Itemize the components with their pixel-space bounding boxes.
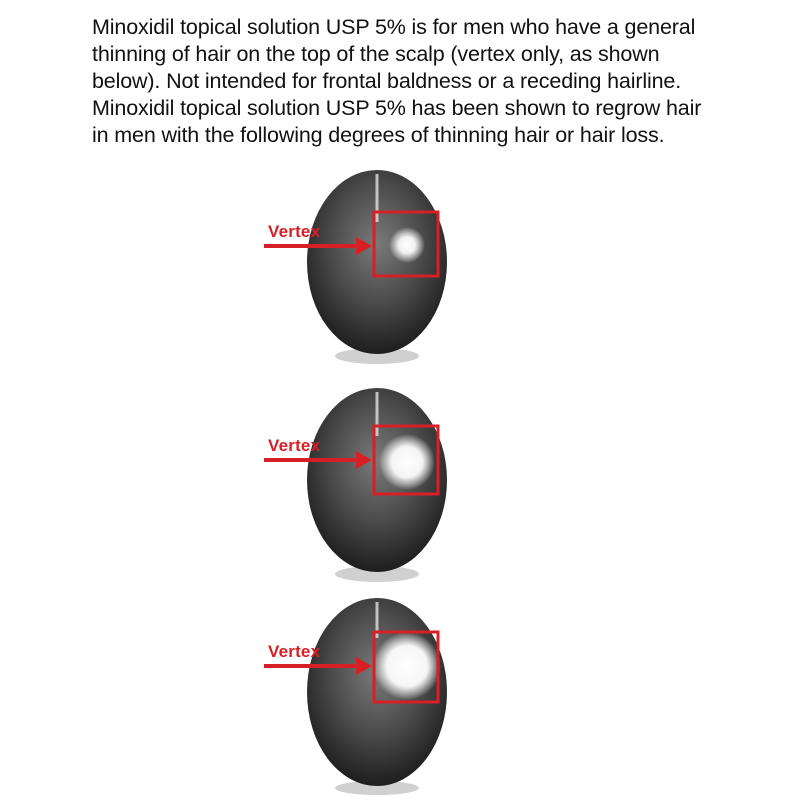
intro-line: thinning of hair on the top of the scalp (vertex only, as shown — [92, 42, 660, 66]
head-top-view-illustration — [250, 588, 480, 798]
intro-line: below). Not intended for frontal baldness or a receding hairline. — [92, 69, 682, 93]
head-diagram-1 — [250, 160, 480, 370]
head-top-view-illustration — [250, 160, 480, 370]
head-top-view-illustration — [250, 378, 480, 588]
intro-paragraph — [92, 14, 792, 149]
intro-line: Minoxidil topical solution USP 5% is for men who have a general — [92, 15, 696, 39]
vertex-label: Vertex — [268, 642, 321, 661]
vertex-label: Vertex — [268, 222, 321, 241]
bald-spot — [373, 632, 441, 700]
bald-spot — [379, 434, 435, 490]
intro-line: in men with the following degrees of thinning hair or hair loss. — [92, 123, 665, 147]
head-diagram-3 — [250, 588, 480, 798]
head-diagram-2 — [250, 378, 480, 588]
vertex-label: Vertex — [268, 436, 321, 455]
bald-spot — [389, 227, 425, 263]
intro-line: Minoxidil topical solution USP 5% has been shown to regrow hair — [92, 96, 702, 120]
